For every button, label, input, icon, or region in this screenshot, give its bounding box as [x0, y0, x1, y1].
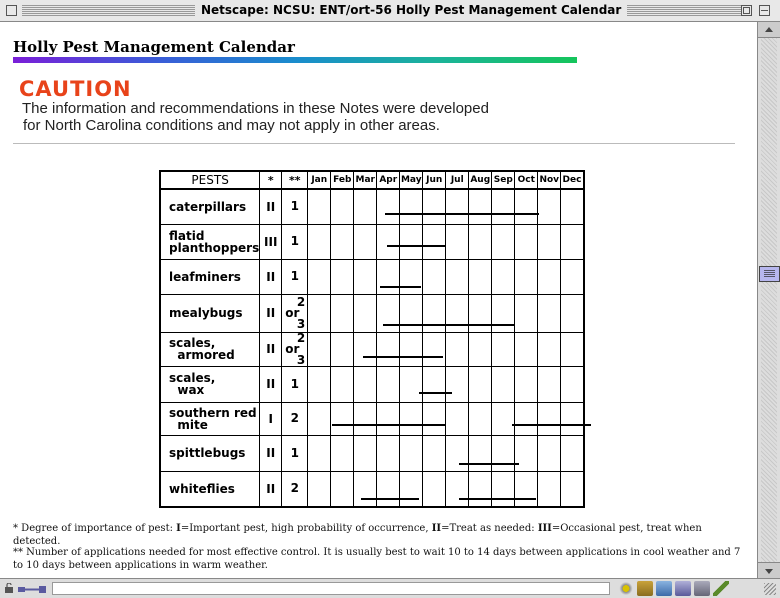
caution-text	[22, 100, 489, 134]
month-cell	[469, 332, 492, 366]
month-cell	[331, 471, 354, 507]
status-text-field	[52, 582, 610, 595]
pest-name-label: scales, wax	[169, 371, 216, 397]
month-cell	[515, 332, 538, 366]
month-cell	[354, 435, 377, 471]
month-cell	[492, 402, 515, 435]
month-cell-with-bars	[308, 435, 331, 471]
header-month: Nov	[538, 171, 561, 189]
month-cell	[515, 471, 538, 507]
table-row	[160, 189, 584, 224]
importance-cell: II	[260, 366, 282, 402]
month-cell	[400, 366, 423, 402]
month-cell	[400, 224, 423, 259]
pest-name	[160, 366, 260, 402]
month-cell	[515, 435, 538, 471]
horizontal-rule	[13, 143, 735, 144]
pest-name	[160, 224, 260, 259]
footnote-importance	[13, 522, 741, 548]
month-cell	[331, 294, 354, 332]
page-title: Holly Pest Management Calendar	[13, 38, 295, 56]
month-cell	[492, 224, 515, 259]
month-cell	[377, 471, 400, 507]
collapse-box-icon[interactable]	[759, 5, 770, 16]
month-cell	[561, 332, 584, 366]
navigator-icon[interactable]	[618, 581, 634, 596]
applications-cell: 1	[282, 435, 308, 471]
applications-or: or	[285, 305, 300, 320]
footnote-1-key-I: I	[176, 523, 181, 534]
header-applications: **	[282, 171, 308, 189]
caution-line-1: The information and recommendations in these Notes were developed	[22, 100, 489, 117]
month-cell	[538, 189, 561, 224]
month-cell	[469, 224, 492, 259]
month-cell	[561, 366, 584, 402]
pest-name	[160, 294, 260, 332]
month-cell	[377, 294, 400, 332]
applications-cell: 1	[282, 259, 308, 294]
pest-name	[160, 259, 260, 294]
zoom-box-icon[interactable]	[741, 5, 752, 16]
month-cell	[354, 224, 377, 259]
pest-name-label: leafminers	[169, 269, 241, 284]
month-cell	[423, 259, 446, 294]
month-cell-with-bars	[308, 471, 331, 507]
month-cell	[423, 332, 446, 366]
month-cell	[354, 189, 377, 224]
scroll-down-arrow-icon[interactable]	[758, 562, 780, 578]
month-cell	[446, 471, 469, 507]
month-cell	[538, 259, 561, 294]
table-row	[160, 435, 584, 471]
month-cell	[377, 189, 400, 224]
applications-cell: 2	[282, 402, 308, 435]
month-cell	[561, 189, 584, 224]
importance-cell: I	[260, 402, 282, 435]
month-cell	[400, 332, 423, 366]
month-cell	[400, 435, 423, 471]
month-cell	[538, 402, 561, 435]
month-cell	[331, 259, 354, 294]
pest-name	[160, 332, 260, 366]
month-cell	[515, 189, 538, 224]
pest-name-label: scales, armored	[169, 336, 235, 362]
month-cell	[446, 189, 469, 224]
scroll-track[interactable]	[761, 38, 777, 562]
month-cell	[377, 366, 400, 402]
status-bar	[0, 578, 780, 598]
pest-name	[160, 402, 260, 435]
header-month: Aug	[469, 171, 492, 189]
month-cell	[423, 294, 446, 332]
pest-name	[160, 189, 260, 224]
pest-name-label: caterpillars	[169, 199, 247, 214]
month-cell	[469, 189, 492, 224]
grow-box-icon[interactable]	[764, 583, 776, 595]
month-cell	[446, 332, 469, 366]
month-cell	[561, 224, 584, 259]
month-cell	[515, 259, 538, 294]
header-month: Sep	[492, 171, 515, 189]
month-cell-with-bars	[308, 366, 331, 402]
pest-name	[160, 471, 260, 507]
table-row	[160, 402, 584, 435]
header-month: Jun	[423, 171, 446, 189]
month-cell-with-bars	[308, 259, 331, 294]
component-bar	[618, 581, 729, 596]
window-title: Netscape: NCSU: ENT/ort-56 Holly Pest Management Calendar	[195, 3, 627, 17]
scroll-up-arrow-icon[interactable]	[758, 22, 780, 38]
applications-cell: 1	[282, 189, 308, 224]
month-cell	[515, 402, 538, 435]
month-cell	[423, 189, 446, 224]
importance-cell: II	[260, 189, 282, 224]
month-cell	[538, 294, 561, 332]
applications-cell: 2	[282, 471, 308, 507]
month-cell	[446, 294, 469, 332]
month-cell	[492, 435, 515, 471]
month-cell	[423, 471, 446, 507]
month-cell	[446, 366, 469, 402]
month-cell	[354, 259, 377, 294]
month-cell	[561, 259, 584, 294]
footnote-1-key-III: III	[537, 523, 552, 534]
month-cell	[446, 259, 469, 294]
applications-or: or	[285, 341, 300, 356]
table-row	[160, 224, 584, 259]
table-header-row	[160, 171, 584, 189]
scroll-thumb[interactable]	[759, 266, 780, 282]
month-cell	[492, 471, 515, 507]
pest-name	[160, 435, 260, 471]
month-cell	[538, 332, 561, 366]
composer-icon[interactable]	[675, 581, 691, 596]
table-row	[160, 259, 584, 294]
footnote-1-text-I: =Important pest, high probability of occurrence,	[180, 523, 432, 534]
edit-pencil-icon[interactable]	[713, 581, 729, 596]
importance-cell: III	[260, 224, 282, 259]
header-month: Oct	[515, 171, 538, 189]
caution-label: CAUTION	[19, 77, 132, 101]
month-cell	[377, 435, 400, 471]
importance-cell: II	[260, 435, 282, 471]
pest-calendar-table	[159, 170, 585, 508]
month-cell	[400, 294, 423, 332]
header-month: Apr	[377, 171, 400, 189]
applications-cell	[282, 294, 308, 332]
month-cell	[469, 294, 492, 332]
month-cell	[446, 224, 469, 259]
footnote-applications: ** Number of applications needed for most effective control. It is usually best to wait 10 to 14 days between applications in cool weather and 7 to 10 days between applications in warm weather.	[13, 547, 741, 571]
pest-name-label: mealybugs	[169, 306, 243, 320]
month-cell	[538, 435, 561, 471]
vertical-scrollbar[interactable]	[757, 22, 780, 578]
applications-cell: 1	[282, 224, 308, 259]
month-cell-with-bars	[308, 294, 331, 332]
close-box-icon[interactable]	[6, 5, 17, 16]
table-row	[160, 366, 584, 402]
month-cell	[561, 471, 584, 507]
header-month: Feb	[331, 171, 354, 189]
month-cell	[515, 294, 538, 332]
importance-cell: II	[260, 471, 282, 507]
applications-top: 2	[296, 294, 306, 309]
month-cell	[354, 366, 377, 402]
month-cell	[331, 332, 354, 366]
pest-name-label: whiteflies	[169, 481, 235, 496]
month-cell	[469, 402, 492, 435]
lock-icon[interactable]	[4, 583, 14, 593]
month-cell	[423, 402, 446, 435]
month-cell	[331, 402, 354, 435]
month-cell	[492, 259, 515, 294]
month-cell	[469, 471, 492, 507]
month-cell	[446, 435, 469, 471]
month-cell-with-bars	[308, 224, 331, 259]
header-month: May	[400, 171, 423, 189]
pest-name-label: southern red mite	[169, 405, 257, 432]
header-pests: PESTS	[160, 171, 260, 189]
footnote-1-text-III: =Occasional pest, treat when detected.	[13, 523, 702, 547]
mail-icon[interactable]	[637, 581, 653, 596]
conference-icon[interactable]	[694, 581, 710, 596]
page-content	[0, 22, 757, 578]
importance-cell: II	[260, 259, 282, 294]
month-cell	[354, 402, 377, 435]
month-cell	[446, 402, 469, 435]
applications-cell: 1	[282, 366, 308, 402]
month-cell	[354, 471, 377, 507]
month-cell	[469, 366, 492, 402]
month-cell	[561, 402, 584, 435]
table-body	[160, 189, 584, 507]
month-cell	[354, 294, 377, 332]
month-cell	[423, 224, 446, 259]
importance-cell: II	[260, 294, 282, 332]
month-cell	[561, 435, 584, 471]
month-cell	[331, 366, 354, 402]
month-cell	[469, 259, 492, 294]
applications-bottom: 3	[296, 352, 306, 367]
month-cell	[400, 402, 423, 435]
header-month: Jul	[446, 171, 469, 189]
month-cell	[515, 224, 538, 259]
month-cell	[561, 294, 584, 332]
month-cell	[377, 332, 400, 366]
header-month: Dec	[561, 171, 584, 189]
month-cell-with-bars	[308, 189, 331, 224]
header-importance: *	[260, 171, 282, 189]
table-row	[160, 294, 584, 332]
month-cell	[331, 224, 354, 259]
month-cell	[492, 294, 515, 332]
news-icon[interactable]	[656, 581, 672, 596]
month-cell	[423, 366, 446, 402]
rainbow-divider	[13, 57, 577, 63]
month-cell	[377, 259, 400, 294]
pest-name-label: flatid planthoppers	[169, 228, 260, 255]
pest-name-label: spittlebugs	[169, 446, 246, 460]
footnote-1-key-II: II	[431, 523, 442, 534]
month-cell	[469, 435, 492, 471]
applications-top: 2	[296, 330, 306, 345]
month-cell	[331, 189, 354, 224]
month-cell	[400, 189, 423, 224]
table-row	[160, 471, 584, 507]
header-month: Jan	[308, 171, 331, 189]
caution-line-2: for North Carolina conditions and may not apply in other areas.	[23, 117, 440, 134]
applications-cell	[282, 332, 308, 366]
connection-icon	[17, 584, 47, 594]
month-cell	[538, 224, 561, 259]
month-cell	[492, 366, 515, 402]
month-cell	[400, 471, 423, 507]
month-cell	[377, 402, 400, 435]
month-cell	[354, 332, 377, 366]
window-titlebar[interactable]	[0, 0, 780, 22]
month-cell	[331, 435, 354, 471]
importance-cell: II	[260, 332, 282, 366]
footnote-1-prefix: * Degree of importance of pest:	[13, 523, 177, 534]
header-month: Mar	[354, 171, 377, 189]
month-cell	[492, 332, 515, 366]
month-cell	[492, 189, 515, 224]
applications-bottom: 3	[296, 316, 306, 331]
month-cell	[400, 259, 423, 294]
month-cell	[538, 366, 561, 402]
month-cell-with-bars	[308, 402, 331, 435]
month-cell	[538, 471, 561, 507]
footnote-1-text-II: =Treat as needed:	[441, 523, 538, 534]
month-cell	[423, 435, 446, 471]
month-cell	[377, 224, 400, 259]
table-row	[160, 332, 584, 366]
month-cell	[515, 366, 538, 402]
month-cell-with-bars	[308, 332, 331, 366]
